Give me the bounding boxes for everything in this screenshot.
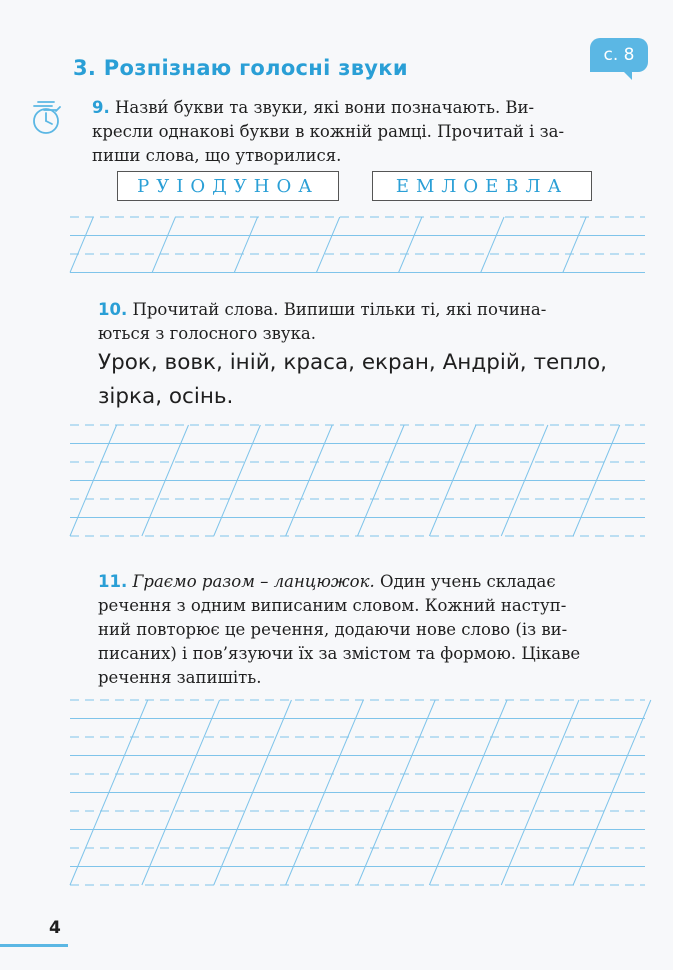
guide-slant <box>152 217 175 273</box>
word-list-line-2: зірка, осінь. <box>98 384 234 409</box>
task-9-number: 9. <box>92 98 110 117</box>
letter-box-2: ЕМЛОЕВЛА <box>372 171 592 201</box>
guide-slant <box>234 217 257 273</box>
guide-slant <box>563 217 586 273</box>
task-11-line-5: речення запишіть. <box>98 668 262 687</box>
page-number: 4 <box>49 918 61 938</box>
letter-box-1: РУІОДУНОА <box>117 171 339 201</box>
word-list-line-1: Урок, вовк, іній, краса, екран, Андрій, тепло, <box>98 350 608 375</box>
task-11-line-2: речення з одним виписаним словом. Кожний наступ- <box>98 596 567 615</box>
guide-slant <box>399 217 422 273</box>
task-9-line-3: пиши слова, що утворилися. <box>92 146 342 165</box>
task-10-line-1: Прочитай слова. Випиши тільки ті, які почина- <box>132 300 547 319</box>
task-10-line-2: ються з голосного звука. <box>98 324 316 343</box>
task-11-number: 11. <box>98 572 128 591</box>
task-11-line-1-rest: Один учень складає <box>374 572 556 591</box>
task-10-number: 10. <box>98 300 128 319</box>
section-title: 3. Розпізнаю голосні звуки <box>73 56 408 80</box>
page-reference-badge: с. 8 <box>590 38 648 72</box>
bottom-rule <box>0 944 68 947</box>
guide-slant <box>70 217 93 273</box>
task-11-game-name: Граємо разом – ланцюжок. <box>132 572 375 591</box>
task-11-line-4: писаних) і пов’язуючи їх за змістом та формою. Цікаве <box>98 644 581 663</box>
guide-slant <box>481 217 504 273</box>
task-9-line-2: кресли однакові букви в кожній рамці. Прочитай і за- <box>92 122 565 141</box>
task-11-line-3: ний повторює це речення, додаючи нове слово (із ви- <box>98 620 568 639</box>
guide-slant <box>316 217 339 273</box>
task-9-line-1: Назви́ букви та звуки, які вони позначають. Ви- <box>115 98 535 117</box>
